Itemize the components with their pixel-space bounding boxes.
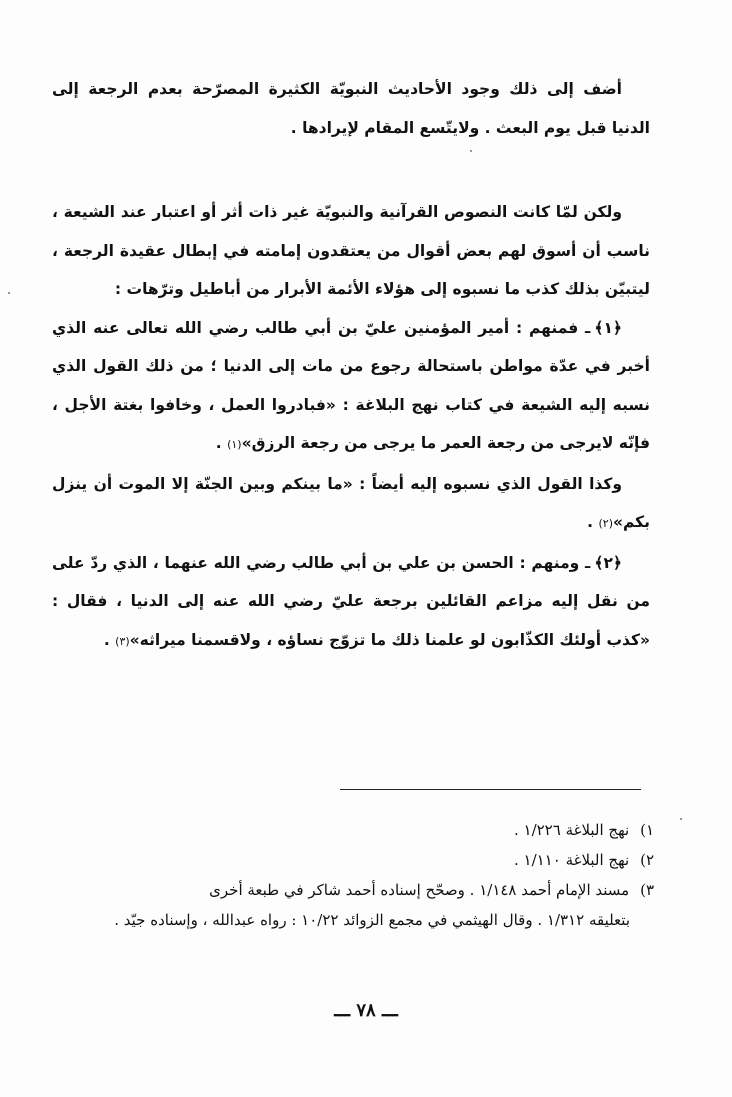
footnote-text: نهج البلاغة ١/٢٢٦ . — [513, 821, 630, 839]
footnote-number: ٣) — [640, 881, 654, 899]
footnote-ref-2: (٢) — [598, 517, 613, 530]
scan-speck — [680, 818, 682, 820]
item-two-text: ـ ومنهم : الحسن بن علي بن أبي طالب رضي الله عنهما ، الذي ردّ على من نقل إليه مزاعم القائلين برجعة عليّ رضي الله عنه إلى الدنيا ، فقال : «كذب أولئك الكذّابون لو علمنا ذلك ما تزوّج نساؤه ، ولاقسمنا ميراثه» — [52, 553, 650, 649]
item-one-end: . — [215, 434, 228, 452]
footnote-ref-1: (١) — [227, 438, 242, 451]
footnotes — [52, 815, 654, 935]
paragraph-gap — [52, 147, 650, 193]
footnote-3 — [52, 875, 654, 905]
item-one-paragraph — [52, 309, 650, 465]
footnote-ref-3: (٣) — [115, 634, 130, 648]
footnote-number: ٢) — [640, 851, 654, 869]
footnote-text: مسند الإمام أحمد ١/١٤٨ . وصحّح إسناده أحمد شاكر في طبعة أخرى — [209, 881, 630, 899]
paragraph-also-quote — [52, 465, 650, 544]
footnote-number: ١) — [640, 821, 654, 839]
paragraph-context: ولكن لمّا كانت النصوص القرآنية والنبويّة غير ذات أثر أو اعتبار عند الشيعة ، ناسب أن أسوق لهم بعض أقوال من يعتقدون إمامته في إبطال عقيدة الرجعة ، ليتبيّن بذلك كذب ما نسبوه إلى هؤلاء الأئمة الأبرار من أباطيل وترّهات : — [52, 203, 650, 298]
also-quote-end: . — [587, 513, 599, 531]
footnote-1 — [52, 815, 654, 845]
footnote-divider — [340, 789, 641, 790]
footnote-3-continuation: بتعليقه ١/٣١٢ . وقال الهيثمي في مجمع الزوائد ١٠/٢٢ : رواه عبدالله ، وإسناده جيّد . — [114, 911, 630, 929]
also-quote-text: وكذا القول الذي نسبوه إليه أيضاً : «ما بينكم وبين الجنّة إلا الموت أن ينزل بكم» — [52, 474, 650, 531]
item-one-text: ـ فمنهم : أمير المؤمنين عليّ بن أبي طالب رضي الله تعالى عنه الذي أخبر في عدّة مواطن باستحالة رجوع من مات إلى الدنيا ؛ من ذلك القول الذي نسبه إليه الشيعة في كتاب نهج البلاغة : «فبادروا العمل ، وخافوا بغتة الأجل ، فإنّه لايرجى من رجعة العمر ما يرجى من رجعة الرزق» — [52, 318, 650, 452]
item-one-marker: ﴿١﴾ — [594, 318, 622, 337]
page-number: ـــ ٧٨ ـــ — [334, 1000, 398, 1021]
main-text — [52, 70, 650, 661]
scan-speck — [8, 292, 10, 294]
item-two-end: . — [103, 630, 116, 649]
scan-speck — [470, 150, 472, 152]
item-two-paragraph — [52, 544, 650, 662]
paragraph-intro: أضف إلى ذلك وجود الأحاديث النبويّة الكثيرة المصرّحة بعدم الرجعة إلى الدنيا قبل يوم البعث . ولايتّسع المقام لإيرادها . — [52, 80, 650, 137]
footnote-2 — [52, 845, 654, 875]
item-two-marker: ﴿٢﴾ — [594, 553, 622, 572]
footnote-text: نهج البلاغة ١/١١٠ . — [513, 851, 630, 869]
